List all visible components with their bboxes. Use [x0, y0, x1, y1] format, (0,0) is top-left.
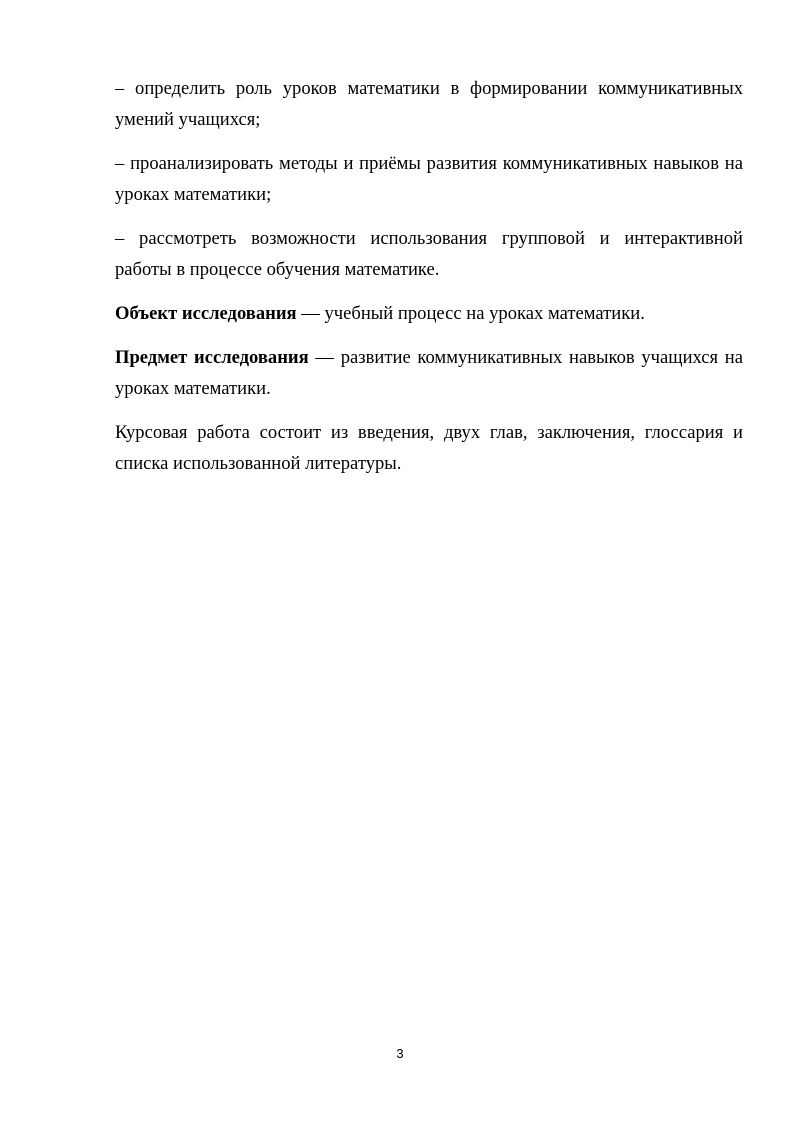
task-item-1: – определить роль уроков математики в формировании коммуникативных умений учащихся;: [115, 78, 743, 130]
task-item-3: – рассмотреть возможности использования групповой и интерактивной работы в процессе обучения математике.: [115, 228, 743, 280]
task-item-2: – проанализировать методы и приёмы развития коммуникативных навыков на уроках математики;: [115, 153, 743, 205]
research-subject-paragraph: [115, 342, 743, 404]
research-object-text: — учебный процесс на уроках математики.: [296, 303, 645, 324]
structure-paragraph: Курсовая работа состоит из введения, двух глав, заключения, глоссария и списка использованной литературы.: [115, 422, 743, 474]
research-subject-text: — развитие коммуникативных навыков учащихся на уроках математики.: [115, 347, 744, 399]
page-body: [115, 73, 743, 492]
research-object-term: Объект исследования: [115, 303, 297, 324]
research-subject-term: Предмет исследования: [115, 347, 309, 368]
research-object-paragraph: [115, 298, 743, 329]
page-number: 3: [396, 1046, 404, 1061]
